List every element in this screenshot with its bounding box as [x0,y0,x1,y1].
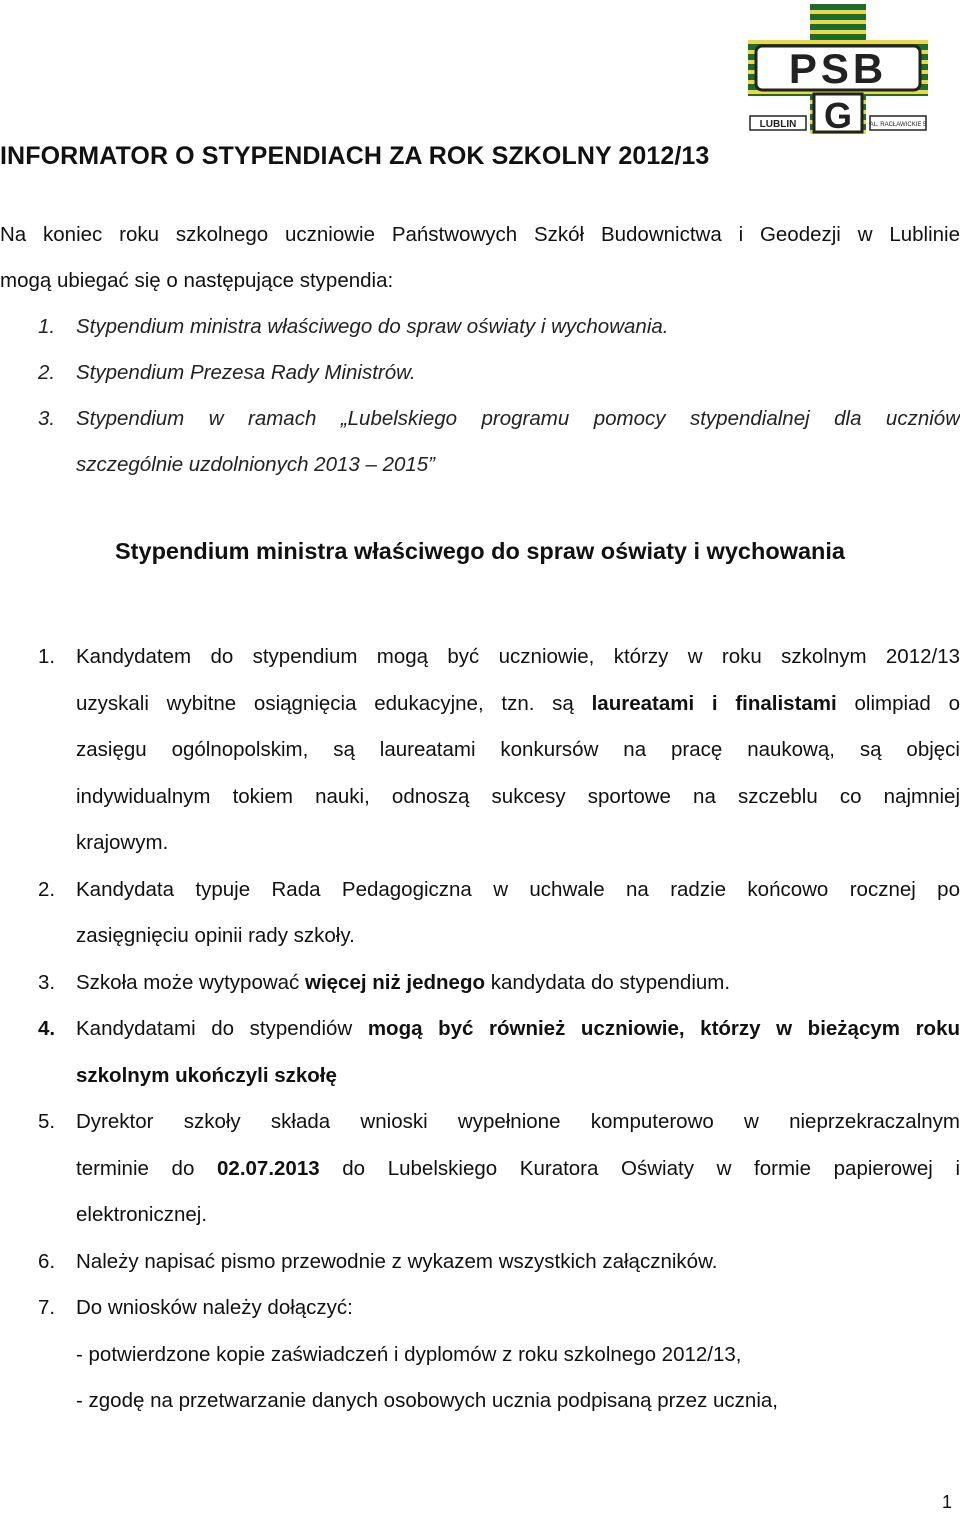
bold-text: laureatami i finalistami [591,691,837,715]
bold-date: 02.07.2013 [217,1156,320,1180]
logo-small-text: G [823,95,853,134]
intro-paragraph [0,212,960,304]
item-number: 6. [38,1249,56,1273]
text-run: olimpiad o [854,691,960,715]
stipend-item [38,350,960,396]
logo-big-text: PSB [788,45,888,92]
item-line: Kandydata typuje Rada Pedagogiczna w uchwale na radzie końcowo rocznej po [76,877,960,901]
list-item [38,1239,960,1286]
section-title: Stypendium ministra właściwego do spraw oświaty i wychowania [115,538,845,564]
item-line: Dyrektor szkoły składa wnioski wypełnione komputerowo w nieprzekraczalnym [76,1110,960,1133]
item-number: 1. [38,645,56,668]
school-logo [748,4,928,134]
text-run: Szkoła może wytypować [76,970,300,994]
list-item [38,867,960,960]
stipend-list [38,304,960,488]
document-title: INFORMATOR O STYPENDIACH ZA ROK SZKOLNY 2012/13 [0,142,710,170]
bold-text: szkolnym ukończyli szkołę [76,1063,337,1087]
list-item [38,1099,960,1239]
item-line: krajowym. [76,831,169,854]
stipend-item [38,304,960,350]
text-run: Kandydatami do stypendiów [76,1017,353,1040]
item-number: 2. [38,361,56,384]
text-run: terminie do [76,1156,195,1180]
item-number: 1. [38,315,56,338]
text-run: uzyskali wybitne osiągnięcia edukacyjne, tzn. są [76,691,574,715]
item-line: zasięgu ogólnopolskim, są laureatami konkursów na pracę naukową, są objęci [76,738,960,761]
intro-line-2: mogą ubiegać się o następujące stypendia: [0,269,394,292]
item-text: Stypendium ministra właściwego do spraw oświaty i wychowania. [76,315,669,338]
item-text: Stypendium Prezesa Rady Ministrów. [76,361,416,384]
page-number: 1 [941,1492,952,1512]
bold-text: więcej niż jednego [305,970,486,994]
item-number: 2. [38,877,56,901]
logo-right-text: AL. RACŁAWICKIE 5 [869,122,927,128]
item-text-line-2: szczególnie uzdolnionych 2013 – 2015” [76,453,436,476]
item-line: elektronicznej. [76,1203,208,1226]
item-line: zasięgnięciu opinii rady szkoły. [76,924,355,947]
item-number: 4. [38,1017,56,1040]
list-item [38,960,960,1007]
intro-line-1: Na koniec roku szkolnego uczniowie Państwowych Szkół Budownictwa i Geodezji w Lublinie [0,223,960,246]
item-number: 3. [38,970,56,994]
item-line: Do wniosków należy dołączyć: [76,1296,353,1319]
list-item [38,1006,960,1099]
item-line [76,1146,960,1193]
item-number: 5. [38,1110,56,1133]
item-line: indywidualnym tokiem nauki, odnoszą sukcesy sportowe na szczeblu co najmniej [76,784,960,808]
item-number: 3. [38,407,56,430]
list-item [38,634,960,867]
list-item [38,1285,960,1425]
bold-text: mogą być również uczniowie, którzy w bieżącym roku [367,1017,960,1040]
text-run: do Lubelskiego Kuratora Oświaty w formie papierowej i [342,1156,960,1180]
item-line [76,960,960,1007]
item-line [76,1006,960,1053]
item-line [76,681,960,728]
item-line [76,1053,960,1100]
requirements-list [38,634,960,1425]
logo-left-text: LUBLIN [759,119,797,130]
item-line: Należy napisać pismo przewodnie z wykazem wszystkich załączników. [76,1249,718,1273]
item-text-line-1: Stypendium w ramach „Lubelskiego programu pomocy stypendialnej dla uczniów [76,407,960,430]
item-line: Kandydatem do stypendium mogą być uczniowie, którzy w roku szkolnym 2012/13 [76,645,960,668]
stipend-item [38,396,960,488]
attachment-line: - potwierdzone kopie zaświadczeń i dyplomów z roku szkolnego 2012/13, [76,1342,742,1366]
item-number: 7. [38,1296,56,1319]
attachment-line: - zgodę na przetwarzanie danych osobowych ucznia podpisaną przez ucznia, [76,1389,778,1412]
text-run: kandydata do stypendium. [490,970,731,994]
